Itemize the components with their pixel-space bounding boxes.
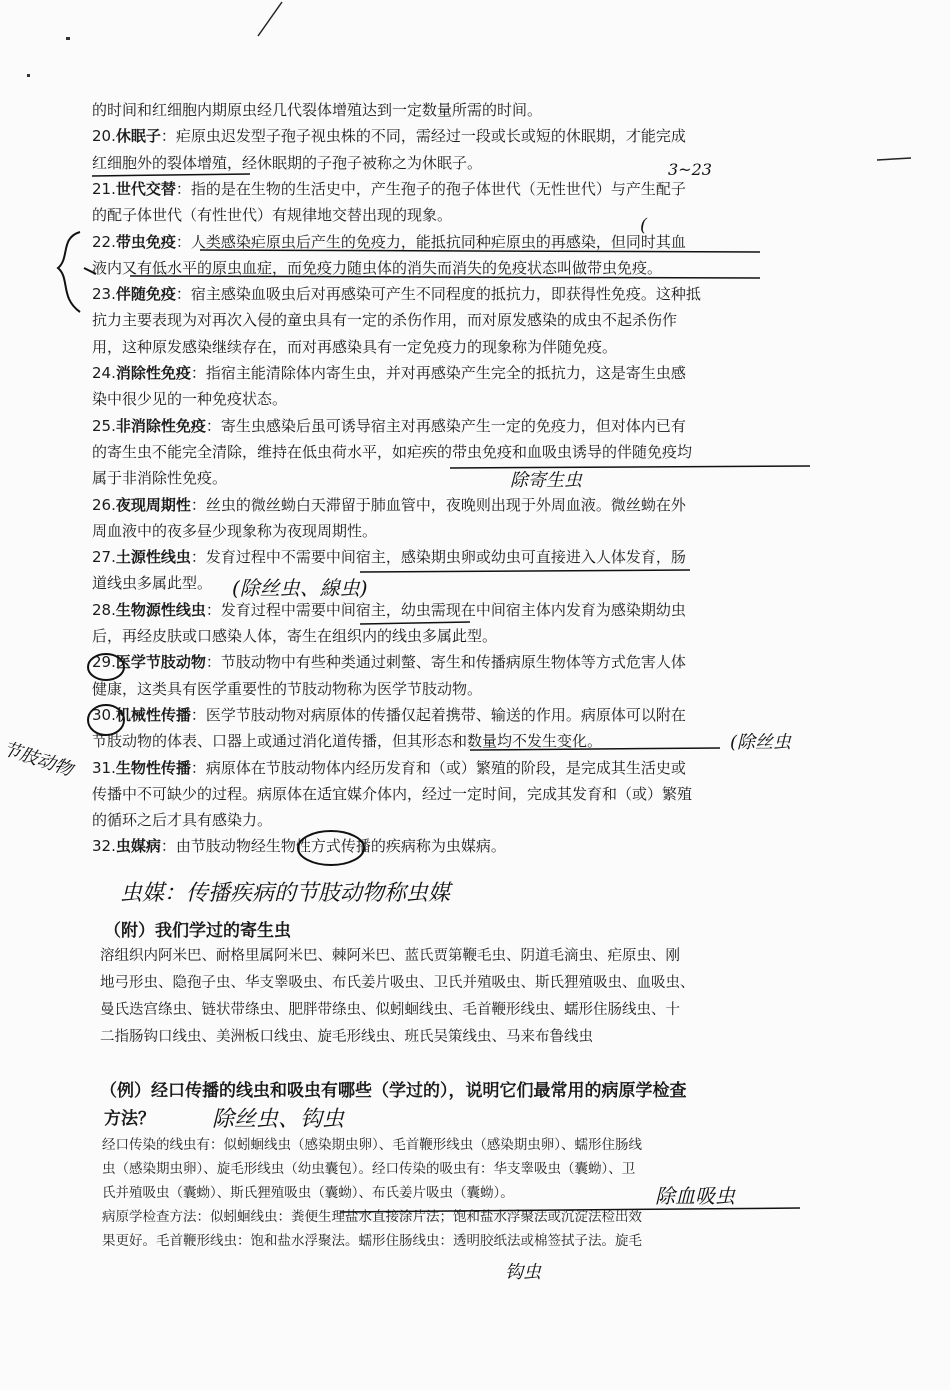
definition-text: ：节肢动物中有些种类通过刺螫、寄生和传播病原生物体等方式危害人体 bbox=[205, 653, 686, 672]
definition-number: 24. bbox=[92, 364, 116, 382]
definition-number: 32. bbox=[92, 837, 116, 856]
definition-text: ：疟原虫迟发型子孢子视虫株的不同，需经过一段或长或短的休眠期，才能完成 bbox=[160, 127, 686, 146]
appendix-heading: （附）我们学过的寄生虫 bbox=[104, 921, 291, 941]
definition-text: 用，这种原发感染继续存在，而对再感染具有一定免疫力的现象称为伴随免疫。 bbox=[92, 337, 618, 356]
definition-term: 生物性传播 bbox=[115, 758, 191, 777]
definition-number: 28. bbox=[92, 600, 116, 619]
handnote-30-right: (除丝虫 bbox=[730, 732, 792, 753]
definition-text: ：指的是在生物的生活史中，产生孢子的孢子体世代（无性世代）与产生配子 bbox=[175, 179, 686, 198]
handnote-example-3: 钩虫 bbox=[505, 1262, 541, 1283]
definition-term: 虫媒病 bbox=[115, 837, 161, 856]
definition-text: ：由节肢动物经生物性方式传播的疾病称为虫媒病。 bbox=[160, 837, 506, 856]
parasite-list-line: 二指肠钩口线虫、美洲板口线虫、旋毛形线虫、班氏吴策线虫、马来布鲁线虫 bbox=[100, 1029, 593, 1045]
definition-text: 传播中不可缺少的过程。病原体在适宜媒介体内，经过一定时间，完成其发育和（或）繁殖 bbox=[92, 784, 693, 803]
definition-text: 的循环之后才具有感染力。 bbox=[92, 811, 273, 830]
example-answer-line: 虫（感染期虫卵）、旋毛形线虫（幼虫囊包）。经口传染的吸虫有：华支睾吸虫（囊蚴）、卫 bbox=[102, 1161, 636, 1177]
definition-text: ：寄生虫感染后虽可诱导宿主对再感染产生一定的免疫力，但对体内已有 bbox=[205, 416, 686, 435]
definition-term: 夜现周期性 bbox=[115, 495, 191, 514]
example-answer-line: 果更好。毛首鞭形线虫：饱和盐水浮聚法。蠕形住肠线虫：透明胶纸法或棉签拭子法。旋毛 bbox=[102, 1233, 642, 1249]
definition-term: 世代交替 bbox=[115, 179, 176, 198]
definition-text: 周血液中的夜多昼少现象称为夜现周期性。 bbox=[92, 521, 378, 540]
definition-text: 道线虫多属此型。 bbox=[92, 574, 213, 593]
definition-text: ：病原体在节肢动物体内经历发育和（或）繁殖的阶段，是完成其生活史或 bbox=[190, 758, 686, 777]
example-heading-line2: 方法？ bbox=[104, 1109, 155, 1129]
handnote-example-1: 除丝虫、钩虫 bbox=[212, 1107, 345, 1132]
definition-text: ：丝虫的微丝蚴白天滞留于肺血管中，夜晚则出现于外周血液。微丝蚴在外 bbox=[190, 495, 686, 514]
definition-number: 26. bbox=[92, 495, 116, 514]
definition-number: 27. bbox=[92, 548, 116, 567]
definition-number: 20. bbox=[92, 127, 116, 146]
parasite-list-line: 地弓形虫、隐孢子虫、华支睾吸虫、布氏姜片吸虫、卫氏并殖吸虫、斯氏狸殖吸虫、血吸虫、 bbox=[100, 975, 695, 991]
definition-term: 医学节肢动物 bbox=[115, 653, 206, 672]
definition-text: ：发育过程中不需要中间宿主，感染期虫卵或幼虫可直接进入人体发育，肠 bbox=[190, 548, 686, 567]
handnote-paren: ( bbox=[640, 215, 648, 236]
definition-term: 带虫免疫 bbox=[115, 232, 176, 251]
example-answer-line: 病原学检查方法：似蚓蛔线虫：粪便生理盐水直接涂片法；饱和盐水浮聚法或沉淀法检出效 bbox=[102, 1209, 642, 1225]
definition-text: 红细胞外的裂体增殖，经休眠期的子孢子被称之为休眠子。 bbox=[92, 153, 483, 172]
definition-text: 健康，这类具有医学重要性的节肢动物称为医学节肢动物。 bbox=[92, 679, 483, 698]
definition-term: 伴随免疫 bbox=[115, 285, 176, 304]
definition-text: ：发育过程中需要中间宿主，幼虫需现在中间宿主体内发育为感染期幼虫 bbox=[205, 600, 686, 619]
parasite-list-line: 溶组织内阿米巴、耐格里属阿米巴、棘阿米巴、蓝氏贾第鞭毛虫、阴道毛滴虫、疟原虫、刚 bbox=[100, 948, 680, 964]
parasite-list-line: 曼氏迭宫绦虫、链状带绦虫、肥胖带绦虫、似蚓蛔线虫、毛首鞭形线虫、蠕形住肠线虫、十 bbox=[100, 1002, 680, 1018]
handnote-323: 3~23 bbox=[668, 160, 712, 179]
definition-text: 节肢动物的体表、口器上或通过消化道传播，但其形态和数量均不发生变化。 bbox=[92, 732, 603, 751]
definition-term: 土源性线虫 bbox=[115, 548, 191, 567]
example-answer-line: 氏并殖吸虫（囊蚴）、斯氏狸殖吸虫（囊蚴）、布氏姜片吸虫（囊蚴）。 bbox=[102, 1185, 514, 1201]
definition-term: 机械性传播 bbox=[115, 705, 191, 724]
definition-number: 30. bbox=[92, 705, 116, 724]
definition-term: 生物源性线虫 bbox=[115, 600, 206, 619]
handnote-25: 除寄生虫 bbox=[510, 470, 582, 491]
definition-text: ：人类感染疟原虫后产生的免疫力，能抵抗同种疟原虫的再感染，但同时其血 bbox=[175, 232, 686, 251]
definition-term: 非消除性免疫 bbox=[115, 416, 206, 435]
definition-text: 的寄生虫不能完全清除，维持在低虫荷水平，如疟疾的带虫免疫和血吸虫诱导的伴随免疫均 bbox=[92, 442, 693, 461]
definition-number: 29. bbox=[92, 653, 116, 672]
definition-text: ：指宿主能清除体内寄生虫，并对再感染产生完全的抵抗力，这是寄生虫感 bbox=[190, 364, 686, 382]
example-heading-line1: （例）经口传播的线虫和吸虫有哪些（学过的），说明它们最常用的病原学检查 bbox=[100, 1081, 687, 1101]
definition-number: 22. bbox=[92, 232, 116, 251]
definition-number: 25. bbox=[92, 416, 116, 435]
handnote-27: (除丝虫、線虫) bbox=[232, 576, 368, 600]
handnote-example-2: 除血吸虫 bbox=[655, 1184, 735, 1208]
definition-text: ：宿主感染血吸虫后对再感染可产生不同程度的抵抗力，即获得性免疫。这种抵 bbox=[175, 285, 701, 304]
definition-text: 染中很少见的一种免疫状态。 bbox=[92, 390, 288, 409]
definition-text: 液内又有低水平的原虫血症，而免疫力随虫体的消失而消失的免疫状态叫做带虫免疫。 bbox=[92, 258, 663, 277]
definition-number: 21. bbox=[92, 179, 116, 198]
definition-number: 31. bbox=[92, 758, 116, 777]
definition-term: 休眠子 bbox=[115, 127, 161, 146]
definition-text: 属于非消除性免疫。 bbox=[92, 469, 228, 488]
example-answer-line: 经口传染的线虫有：似蚓蛔线虫（感染期虫卵）、毛首鞭形线虫（感染期虫卵）、蠕形住肠线 bbox=[102, 1137, 642, 1153]
definition-text: 的时间和红细胞内期原虫经几代裂体增殖达到一定数量所需的时间。 bbox=[92, 101, 543, 119]
definition-text: 后，再经皮肤或口感染人体，寄生在组织内的线虫多属此型。 bbox=[92, 627, 498, 645]
handnote-30-left: 节肢动物 bbox=[0, 738, 76, 781]
handnote-32: 虫媒：传播疾病的节肢动物称虫媒 bbox=[120, 881, 451, 906]
definition-number: 23. bbox=[92, 285, 116, 304]
definition-text: 的配子体世代（有性世代）有规律地交替出现的现象。 bbox=[92, 206, 453, 225]
definition-text: ：医学节肢动物对病原体的传播仅起着携带、输送的作用。病原体可以附在 bbox=[190, 705, 686, 724]
definition-text: 抗力主要表现为对再次入侵的童虫具有一定的杀伤作用，而对原发感染的成虫不起杀伤作 bbox=[92, 311, 678, 330]
definition-term: 消除性免疫 bbox=[115, 364, 191, 382]
